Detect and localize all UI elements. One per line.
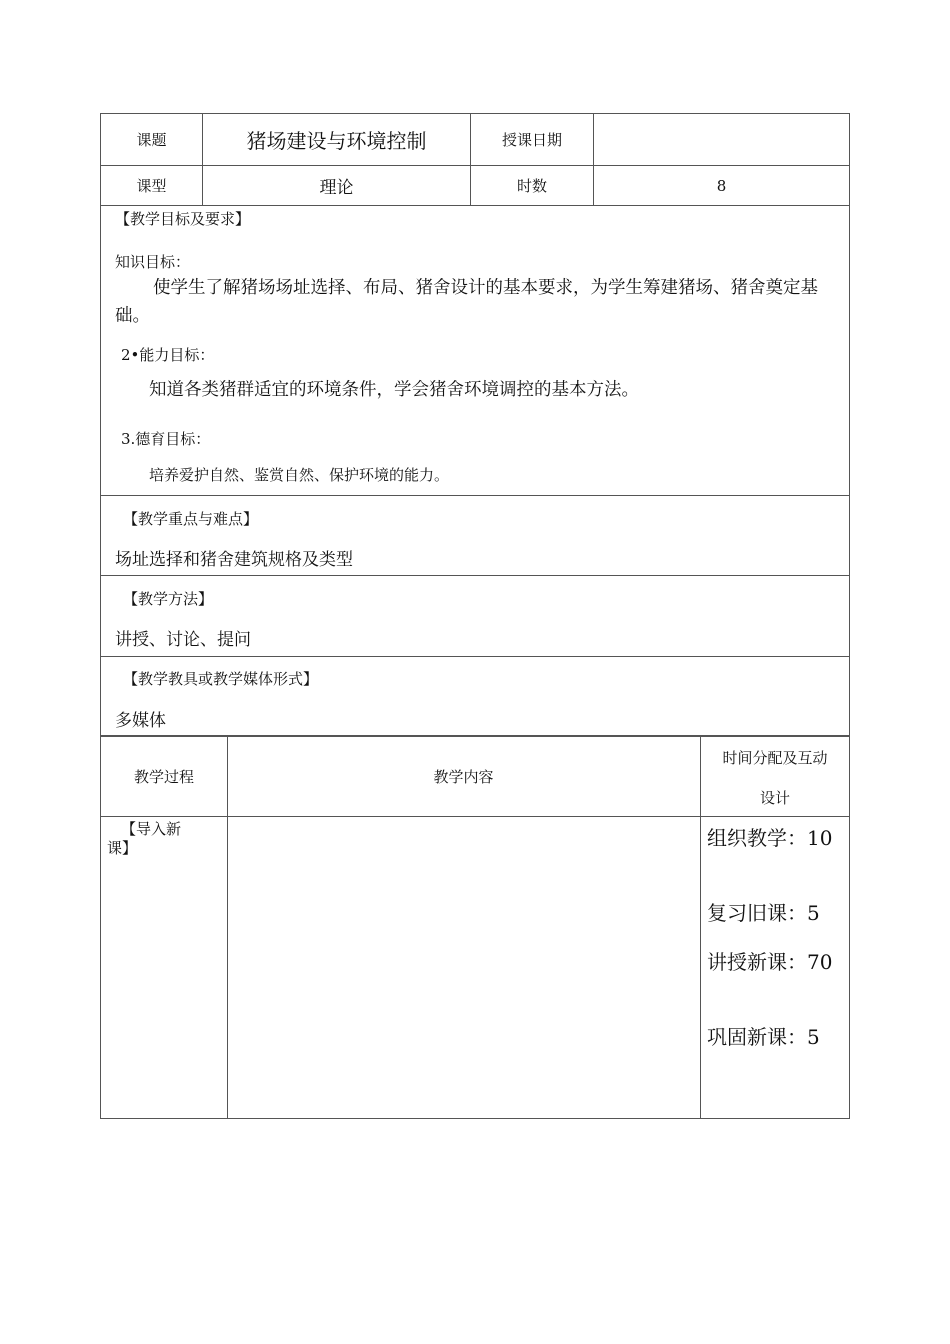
moral-text: 培养爱护自然、鉴赏自然、保护环境的能力。 [149,466,450,484]
row-divider [101,816,849,817]
lesson-plan-table [100,113,850,737]
date-value [593,114,849,165]
methods-heading: 【教学方法】 [123,590,214,608]
hours-value: 8 [593,166,849,205]
media-heading: 【教学教具或教学媒体形式】 [123,670,319,688]
topic-value: 猪场建设与环境控制 [202,114,470,165]
type-row [101,166,849,206]
key-points-heading: 【教学重点与难点】 [123,510,259,528]
methods-text: 讲授、讨论、提问 [115,630,251,650]
column-divider [227,736,228,1118]
knowledge-label: 知识目标： [115,253,191,271]
hours-label: 时数 [470,166,593,205]
content-header: 教学内容 [433,768,494,786]
time-item: 巩固新课：5 [707,1025,820,1049]
time-header-line1: 时间分配及互动 [722,749,828,767]
time-header-line2: 设计 [759,789,790,807]
moral-label: 3.德育目标： [121,430,211,448]
time-item: 讲授新课：70 [707,950,833,974]
stage-label: 【导入新课】 [107,820,182,857]
objectives-section [101,206,849,496]
time-item: 组织教学：10 [707,826,833,850]
key-points-text: 场址选择和猪舍建筑规格及类型 [115,550,353,570]
media-text: 多媒体 [115,711,166,731]
type-label: 课型 [136,177,167,195]
topic-label: 课题 [136,131,167,149]
objectives-heading: 【教学目标及要求】 [115,210,251,228]
ability-text: 知道各类猪群适宜的环境条件，学会猪舍环境调控的基本方法。 [149,380,639,400]
topic-row [101,114,849,166]
media-section [101,657,849,736]
knowledge-text: 使学生了解猪场场址选择、布局、猪舍设计的基本要求，为学生筹建猪场、猪舍奠定基础。 [115,278,818,326]
methods-section [101,576,849,657]
process-table [100,735,850,1119]
key-points-section [101,496,849,576]
process-header: 教学过程 [133,768,194,786]
date-label: 授课日期 [470,114,593,165]
ability-label: 2•能力目标： [121,346,215,364]
type-value: 理论 [202,166,470,205]
time-item: 复习旧课：5 [707,901,820,925]
